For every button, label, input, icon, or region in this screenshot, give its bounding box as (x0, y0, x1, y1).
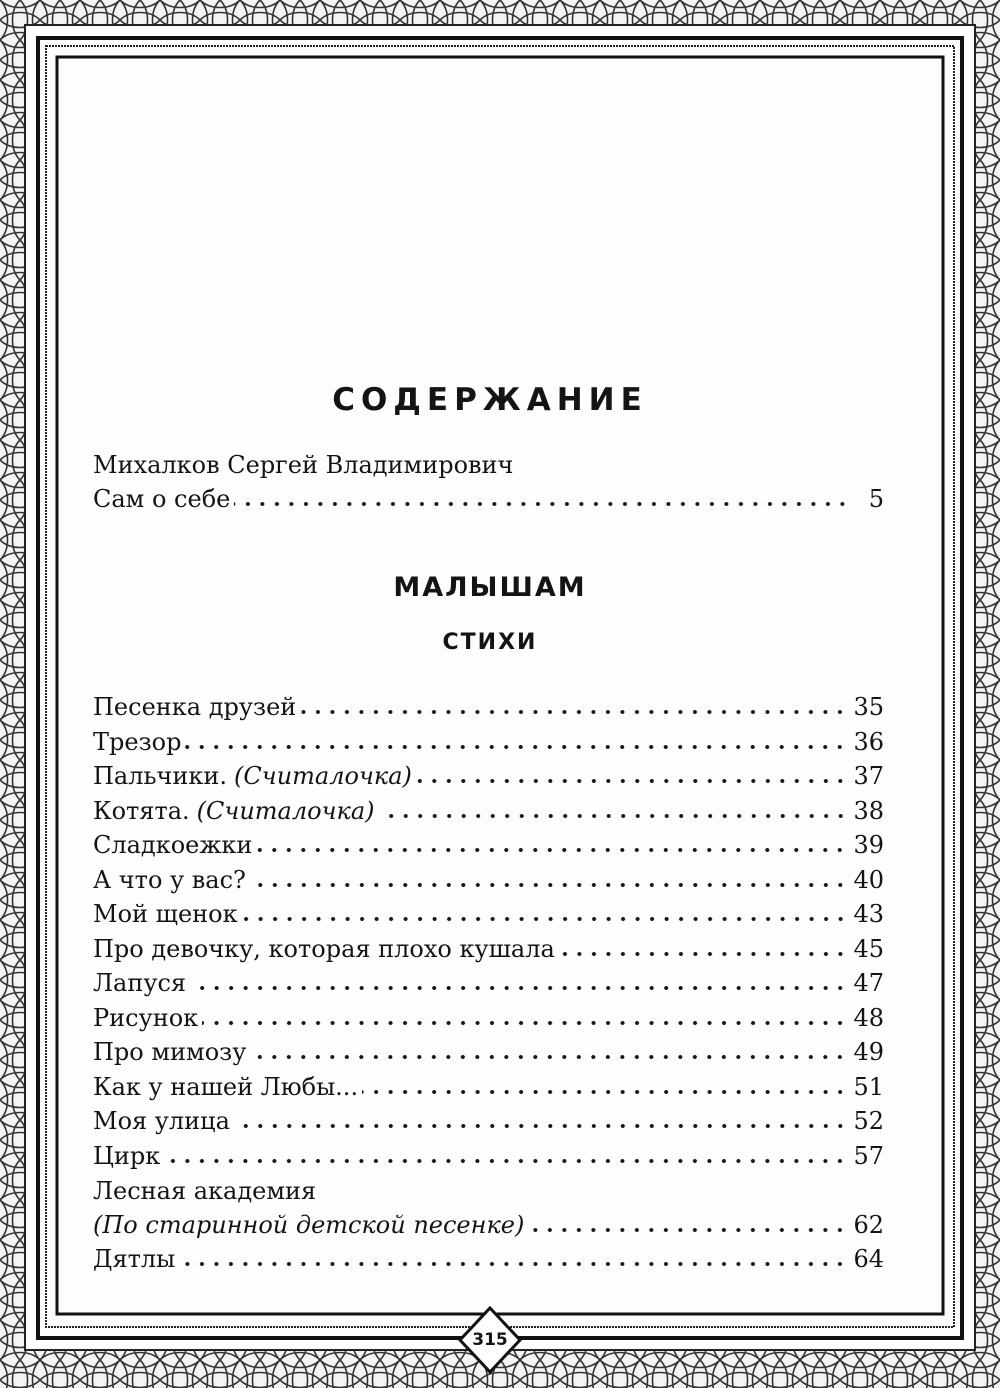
entry-page: 35 (853, 693, 884, 721)
dot-leader (164, 1157, 847, 1165)
dot-leader (250, 1053, 847, 1061)
toc-entry-title-line[interactable] (93, 1172, 884, 1206)
entry-title: А что у вас? (93, 865, 246, 894)
dot-leader (234, 500, 850, 508)
entry-page: 5 (868, 485, 884, 513)
dot-leader (379, 812, 848, 820)
entry-page: 45 (853, 934, 884, 963)
dot-leader (528, 1226, 847, 1234)
toc-entry[interactable] (93, 1033, 884, 1067)
toc-entry[interactable] (93, 930, 884, 964)
section-title: МАЛЫШАМ (393, 572, 587, 603)
toc-entry[interactable] (93, 723, 884, 757)
toc-entry[interactable] (93, 757, 884, 791)
author-name (93, 446, 884, 480)
toc-entry[interactable] (93, 1137, 884, 1171)
entry-page: 39 (853, 831, 884, 859)
entry-title: Моя улица (93, 1107, 230, 1135)
author-name-text: Михалков Сергей Владимирович (93, 451, 514, 479)
entry-title: Про мимозу (93, 1038, 247, 1066)
dot-leader (202, 1019, 847, 1027)
entry-note: (Считалочка) (196, 796, 375, 825)
toc-entry[interactable] (93, 688, 884, 722)
dot-leader (362, 1088, 847, 1096)
entry-page: 40 (853, 865, 884, 894)
entry-page: 51 (853, 1072, 884, 1101)
entry-note: (Считалочка) (234, 762, 412, 790)
dot-leader (234, 1122, 848, 1130)
toc-entry[interactable] (93, 861, 884, 895)
dot-leader (185, 743, 847, 751)
entry-page: 62 (853, 1211, 884, 1239)
entry-page: 36 (853, 727, 884, 756)
entry-page: 43 (853, 900, 884, 928)
entry-title: Рисунок (93, 1003, 199, 1032)
dot-leader (559, 950, 848, 958)
page-number: 315 (472, 1330, 508, 1350)
toc-entry[interactable] (93, 480, 884, 514)
entry-page: 49 (853, 1038, 884, 1066)
entry-title: Песенка друзей (93, 693, 297, 721)
toc-entry[interactable] (93, 964, 884, 998)
entry-title: Лесная академия (93, 1177, 317, 1205)
toc-entry[interactable] (93, 1206, 884, 1240)
entry-title: Пальчики. (93, 762, 228, 790)
dot-leader (179, 1260, 847, 1268)
entry-page: 64 (853, 1245, 884, 1273)
entry-title: Как у нашей Любы... (93, 1072, 359, 1101)
toc-entry[interactable] (93, 792, 884, 826)
section-subtitle: СТИХИ (442, 630, 538, 655)
entry-page: 47 (853, 969, 884, 997)
page-title: СОДЕРЖАНИЕ (332, 382, 648, 418)
toc-entry[interactable] (93, 826, 884, 860)
entry-title: Мой щенок (93, 900, 238, 928)
dot-leader (300, 708, 847, 716)
entry-title: Сладкоежки (93, 831, 253, 859)
entry-note: (По старинной детской песенке) (93, 1211, 525, 1239)
entry-title: Трезор (93, 727, 182, 756)
toc-entry[interactable] (93, 1240, 884, 1274)
dot-leader (242, 915, 848, 923)
toc-entry[interactable] (93, 895, 884, 929)
entry-page: 57 (853, 1141, 884, 1170)
entry-title: Сам о себе (93, 485, 231, 513)
dot-leader (256, 846, 847, 854)
entry-title: Лапуся (93, 969, 187, 997)
entry-title: Котята. (93, 796, 190, 825)
dot-leader (250, 881, 848, 889)
entry-title: Про девочку, которая плохо кушала (93, 934, 555, 963)
dot-leader (416, 777, 848, 785)
toc-entry[interactable] (93, 1068, 884, 1102)
entry-title: Цирк (93, 1141, 161, 1170)
entry-page: 37 (853, 762, 884, 790)
entry-page: 48 (853, 1003, 884, 1032)
entry-page: 52 (853, 1107, 884, 1135)
toc-entry[interactable] (93, 999, 884, 1033)
toc-entry[interactable] (93, 1102, 884, 1136)
entry-page: 38 (853, 796, 884, 825)
entry-title: Дятлы (93, 1245, 176, 1273)
dot-leader (190, 984, 847, 992)
